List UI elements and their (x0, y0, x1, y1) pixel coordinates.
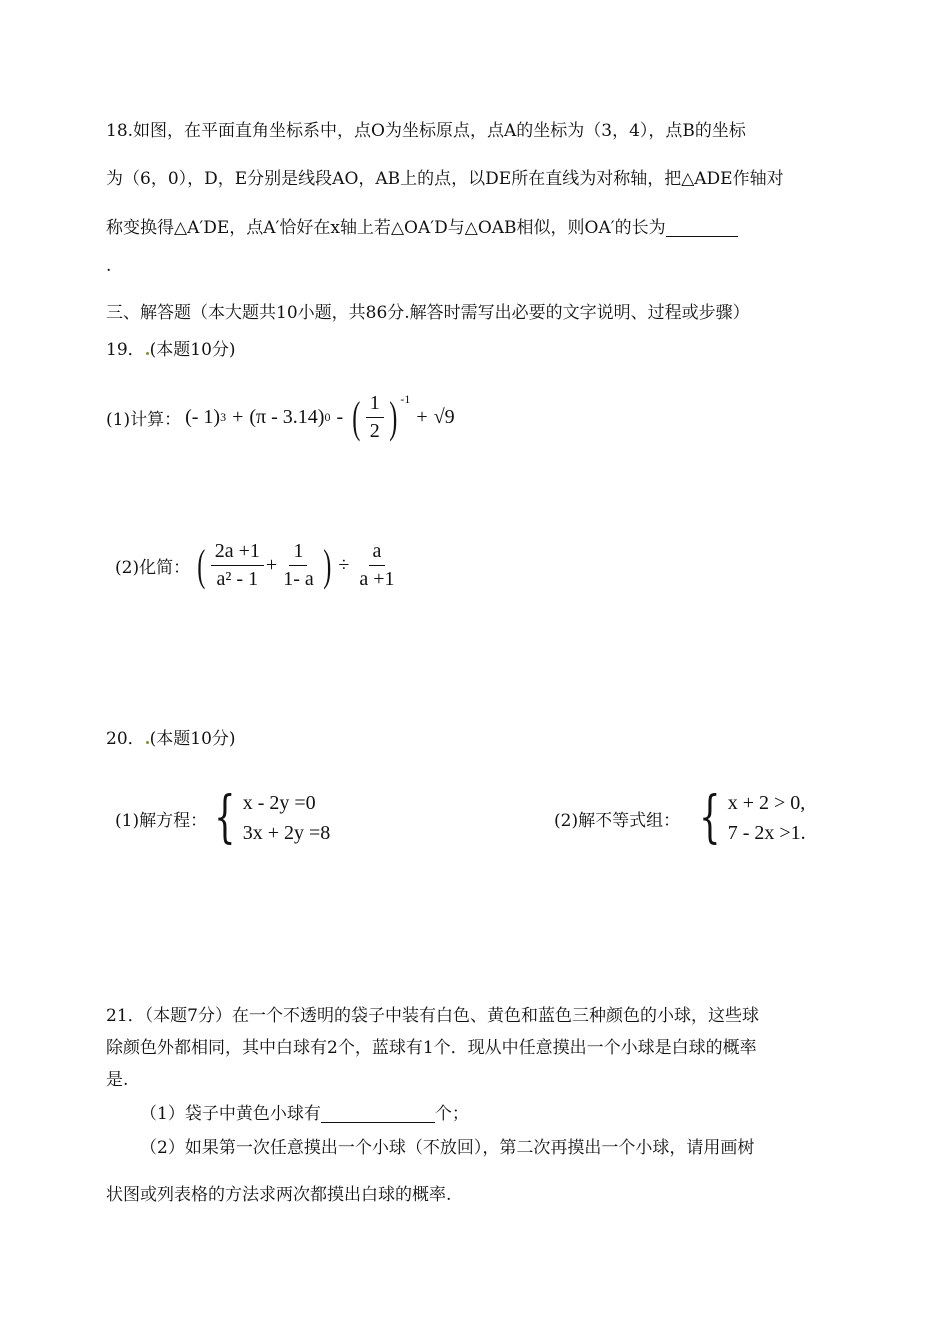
mark-dot (146, 352, 149, 355)
equation-system (243, 788, 331, 848)
exp-3: 3 (220, 410, 227, 424)
q19-part2 (115, 540, 401, 591)
q21-sub1-text: （1）袋子中黄色小球有 (140, 1104, 321, 1124)
term-neg-one: (- 1) (185, 406, 221, 428)
q18-line1: 18.如图，在平面直角坐标系中，点O为坐标原点，点A的坐标为（3，4），点B的坐标 (106, 121, 746, 141)
inequality-system (728, 788, 806, 848)
q18-line3-text: 称变换得△A′DE，点A′恰好在x轴上若△OA′D与△OAB相似，则OA′的长为 (106, 218, 666, 238)
inequality-1: x + 2 > 0, (727, 792, 806, 814)
frac-den: 1- a (283, 568, 314, 590)
q20-part1 (115, 785, 331, 850)
frac-num: 1 (366, 392, 384, 418)
fraction-half (366, 392, 384, 443)
fraction-3 (355, 540, 398, 591)
frac-num: a (369, 540, 386, 566)
answer-blank-q21 (321, 1104, 435, 1123)
fraction-2 (279, 540, 318, 591)
q21-sub1-suffix: 个； (434, 1104, 469, 1124)
frac-num: 2a +1 (211, 540, 264, 566)
q18-line2: 为（6，0），D，E分别是线段AO，AB上的点，以DE所在直线为对称轴，把△ADE作轴对 (106, 169, 784, 189)
section-heading: 三、解答题（本大题共10小题，共86分.解答时需写出必要的文字说明、过程或步骤） (106, 303, 750, 323)
frac-den: 2 (369, 420, 380, 442)
right-paren: ) (323, 540, 332, 590)
q21-sub1 (140, 1104, 469, 1123)
right-paren: ) (389, 392, 398, 442)
q19-part2-expression (194, 540, 400, 591)
q19-title (106, 342, 236, 359)
q19-part1-expression (185, 392, 455, 443)
left-paren: ( (352, 392, 361, 442)
q19-part1-label: (1)计算： (106, 410, 182, 430)
minus-sign: - (336, 406, 344, 428)
q21-sub2-line2: 状图或列表格的方法求两次都摸出白球的概率. (106, 1185, 452, 1205)
equation-1: x - 2y =0 (242, 792, 316, 814)
divide-sign: ÷ (338, 554, 350, 576)
answer-blank-q18 (666, 218, 738, 237)
q19-part1 (106, 392, 455, 443)
inequality-2: 7 - 2x >1. (727, 822, 806, 844)
q20-part2 (554, 785, 806, 850)
plus-sign: + (265, 554, 278, 576)
sqrt-nine: √9 (433, 406, 455, 428)
q21-line3: 是. (106, 1070, 129, 1090)
q21-line1: 21．（本题7分）在一个不透明的袋子中装有白色、黄色和蓝色三种颜色的小球，这些球 (106, 1006, 759, 1026)
plus-sign: + (232, 406, 244, 428)
frac-den: a +1 (359, 568, 395, 590)
mark-dot (146, 741, 149, 744)
q20-title (106, 731, 236, 748)
q19-number: 19． (106, 340, 145, 360)
equation-2: 3x + 2y =8 (242, 822, 331, 844)
term-pi: (π - 3.14) (249, 406, 325, 428)
frac-num: 1 (289, 540, 307, 566)
q21-line2: 除颜色外都相同，其中白球有2个，蓝球有1个．现从中任意摸出一个小球是白球的概率 (106, 1038, 757, 1058)
q20-points: (本题10分) (149, 729, 236, 749)
plus-sign-2: + (416, 406, 428, 428)
exp-neg-one: -1 (400, 392, 411, 406)
left-paren: ( (197, 540, 206, 590)
left-brace: { (699, 785, 721, 850)
q18-line4: . (106, 256, 112, 276)
q20-part2-label: (2)解不等式组： (554, 810, 681, 831)
frac-den: a² - 1 (216, 568, 259, 590)
q20-part1-label: (1)解方程： (115, 810, 208, 831)
q18-line3 (106, 218, 738, 237)
q20-number: 20． (106, 729, 145, 749)
fraction-1 (211, 540, 264, 591)
q19-points: (本题10分) (149, 340, 236, 360)
exp-0: 0 (324, 410, 331, 424)
left-brace: { (214, 785, 236, 850)
q21-sub2-line1: （2）如果第一次任意摸出一个小球（不放回），第二次再摸出一个小球，请用画树 (140, 1138, 755, 1158)
q19-part2-label: (2)化简： (115, 558, 191, 578)
